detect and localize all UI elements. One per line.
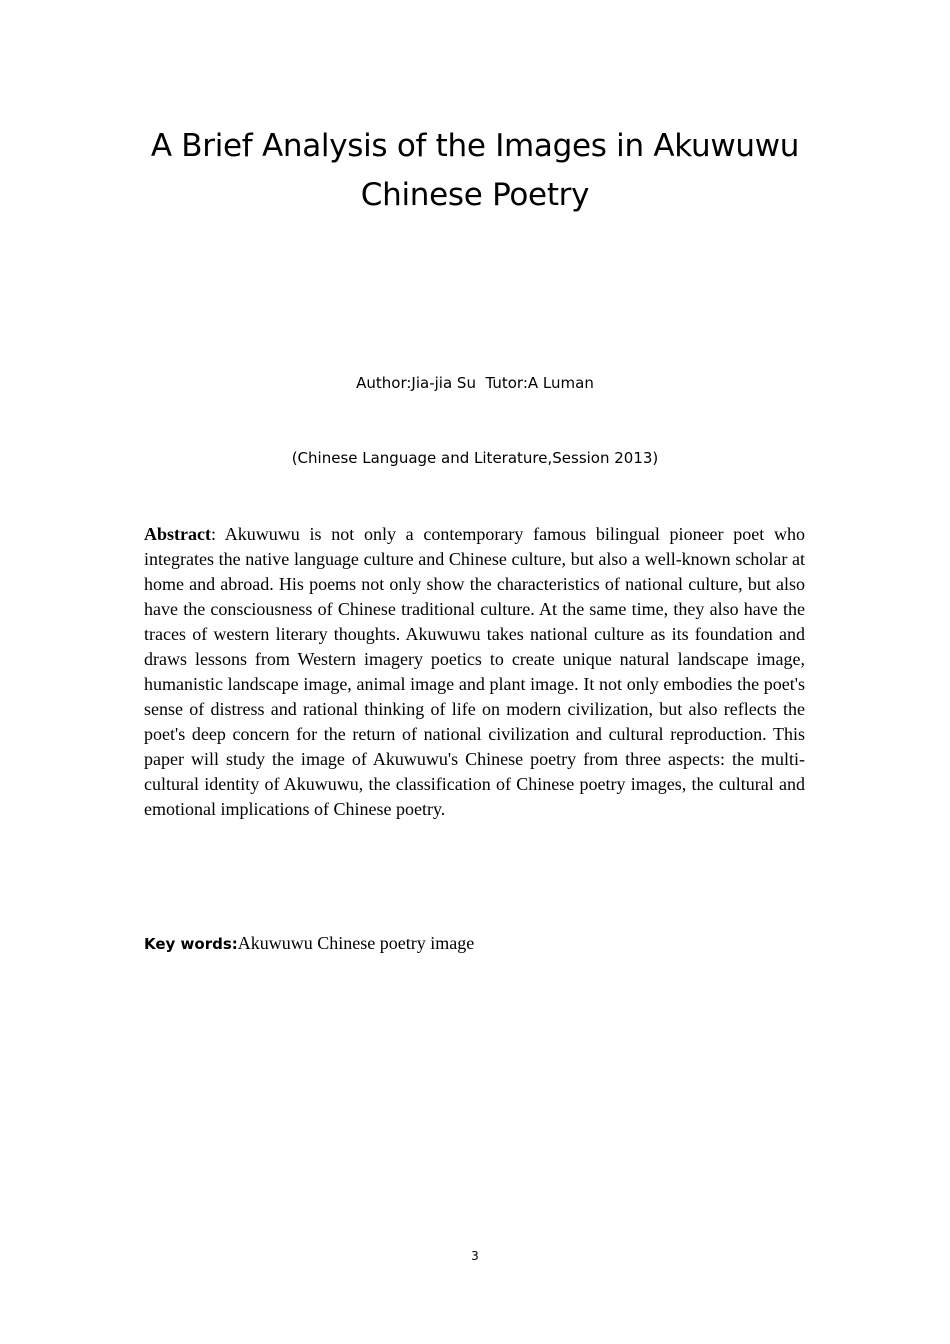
keywords-label: Key words:: [144, 935, 238, 953]
paper-title: A Brief Analysis of the Images in Akuwuwu Chinese Poetry: [150, 128, 800, 213]
author-line: Author:Jia-jia Su Tutor:A Luman: [356, 374, 594, 392]
keywords-line: [144, 931, 805, 957]
abstract-paragraph: [144, 522, 805, 822]
page-number: 3: [471, 1249, 479, 1263]
affiliation: (Chinese Language and Literature,Session 2013): [291, 449, 659, 467]
abstract-label: Abstract: [144, 524, 211, 544]
abstract-text: : Akuwuwu is not only a contemporary famous bilingual pioneer poet who integrates the native language culture and Chinese culture, but also a well-known scholar at home and abroad. His poems not only show the characteristics of national culture, but also have the consciousness of Chinese traditional culture. At the same time, they also have the traces of western literary thoughts. Akuwuwu takes national culture as its foundation and draws lessons from Western imagery poetics to create unique natural landscape image, humanistic landscape image, animal image and plant image. It not only embodies the poet's sense of distress and rational thinking of life on modern civilization, but also reflects the poet's deep concern for the return of national civilization and cultural reproduction. This paper will study the image of Akuwuwu's Chinese poetry from three aspects: the multi-cultural identity of Akuwuwu, the classification of Chinese poetry images, the cultural and emotional implications of Chinese poetry.: [144, 524, 805, 819]
keywords-text: Akuwuwu Chinese poetry image: [237, 933, 475, 953]
